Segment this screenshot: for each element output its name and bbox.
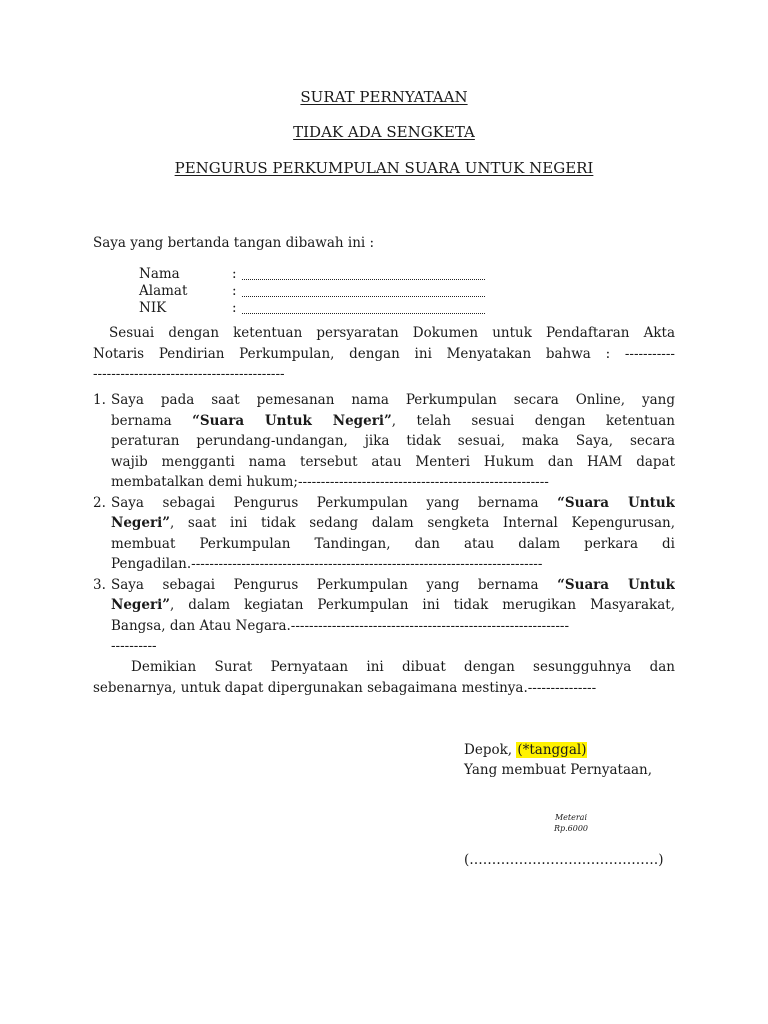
org-name-bold: Negeri” [111,597,170,613]
field-name [139,266,489,283]
text-run: bernama [111,412,172,429]
text-run: , dalam kegiatan Perkumpulan ini tidak merugikan Masyarakat, [169,597,675,613]
place-date [464,742,587,758]
list-line [111,411,675,432]
statement-paragraph [93,323,675,385]
text-run: , saat ini tidak sedang dalam sengketa Internal Kepengurusan, [169,515,675,531]
list-line: wajib mengganti nama tersebut atau Menteri Hukum dan HAM dapat [111,453,675,470]
closing-paragraph [93,657,675,698]
place-text: Depok, [464,742,517,758]
field-address-colon: : [232,283,237,299]
field-address-label: Alamat [139,283,188,299]
identity-fields [139,266,489,317]
field-nik [139,300,489,317]
statement-list [93,390,675,657]
statement-line: Notaris Pendirian Perkumpulan, dengan ini Menyatakan bahwa : ----------- [93,345,675,362]
list-number: 2. [93,494,106,511]
closing-line: sebenarnya, untuk dapat dipergunakan sebagaimana mestinya.--------------- [93,679,597,696]
list-number: 1. [93,392,106,408]
field-nik-label: NIK [139,300,167,316]
list-line: membatalkan demi hukum;------------------------------------------------------- [111,474,549,490]
list-item [93,390,675,493]
closing-line: Demikian Surat Pernyataan ini dibuat dengan sesungguhnya dan [131,659,675,675]
org-name-bold: “Suara Untuk [557,494,675,511]
date-placeholder: (*tanggal) [517,742,587,758]
list-line: Pengadilan.----------------------------------------------------------------------------- [111,556,543,572]
org-name-bold: “Suara Untuk Negeri” [192,412,392,429]
stamp-label: Meterai [554,813,588,822]
field-address [139,283,489,300]
list-line: Bangsa, dan Atau Negara.------------------------------------------------------------- [111,617,570,634]
list-line: membuat Perkumpulan Tandingan, dan atau dalam perkara di [111,535,675,552]
list-number: 3. [93,576,106,593]
field-name-label: Nama [139,266,180,282]
statement-line: ------------------------------------------ [93,366,285,382]
field-nik-colon: : [232,300,237,316]
list-line [111,493,675,514]
stamp-amount: Rp.6000 [553,824,589,833]
field-address-line [242,296,485,297]
text-run: Saya sebagai Pengurus Perkumpulan yang bernama [111,576,539,593]
field-name-colon: : [232,266,237,282]
list-item [93,575,675,657]
signatory-name-placeholder: (……………………………………) [464,852,664,868]
text-run: , telah sesuai dengan ketentuan [391,412,675,429]
field-name-line [242,279,485,280]
list-item [93,493,675,575]
list-line: peraturan perundang-undangan, jika tidak sesuai, maka Saya, secara [111,433,675,449]
doc-title-line3: PENGURUS PERKUMPULAN SUARA UNTUK NEGERI [174,159,594,177]
statement-line: Sesuai dengan ketentuan persyaratan Dokumen untuk Pendaftaran Akta [109,325,675,341]
text-run: Saya sebagai Pengurus Perkumpulan yang bernama [111,494,539,511]
list-line: Saya pada saat pemesanan nama Perkumpulan secara Online, yang [111,392,675,408]
list-line [111,575,675,596]
org-name-bold: Negeri” [111,515,170,531]
list-line [111,595,675,616]
field-nik-line [242,313,485,314]
org-name-bold: “Suara Untuk [557,576,675,593]
stamp-duty-note [553,812,589,834]
doc-title-line2: TIDAK ADA SENGKETA [293,123,475,141]
doc-title-line1: SURAT PERNYATAAN [300,88,468,106]
intro-text: Saya yang bertanda tangan dibawah ini : [93,235,375,251]
list-line: ---------- [111,638,157,654]
signatory-label: Yang membuat Pernyataan, [464,762,653,778]
list-line [111,513,675,534]
